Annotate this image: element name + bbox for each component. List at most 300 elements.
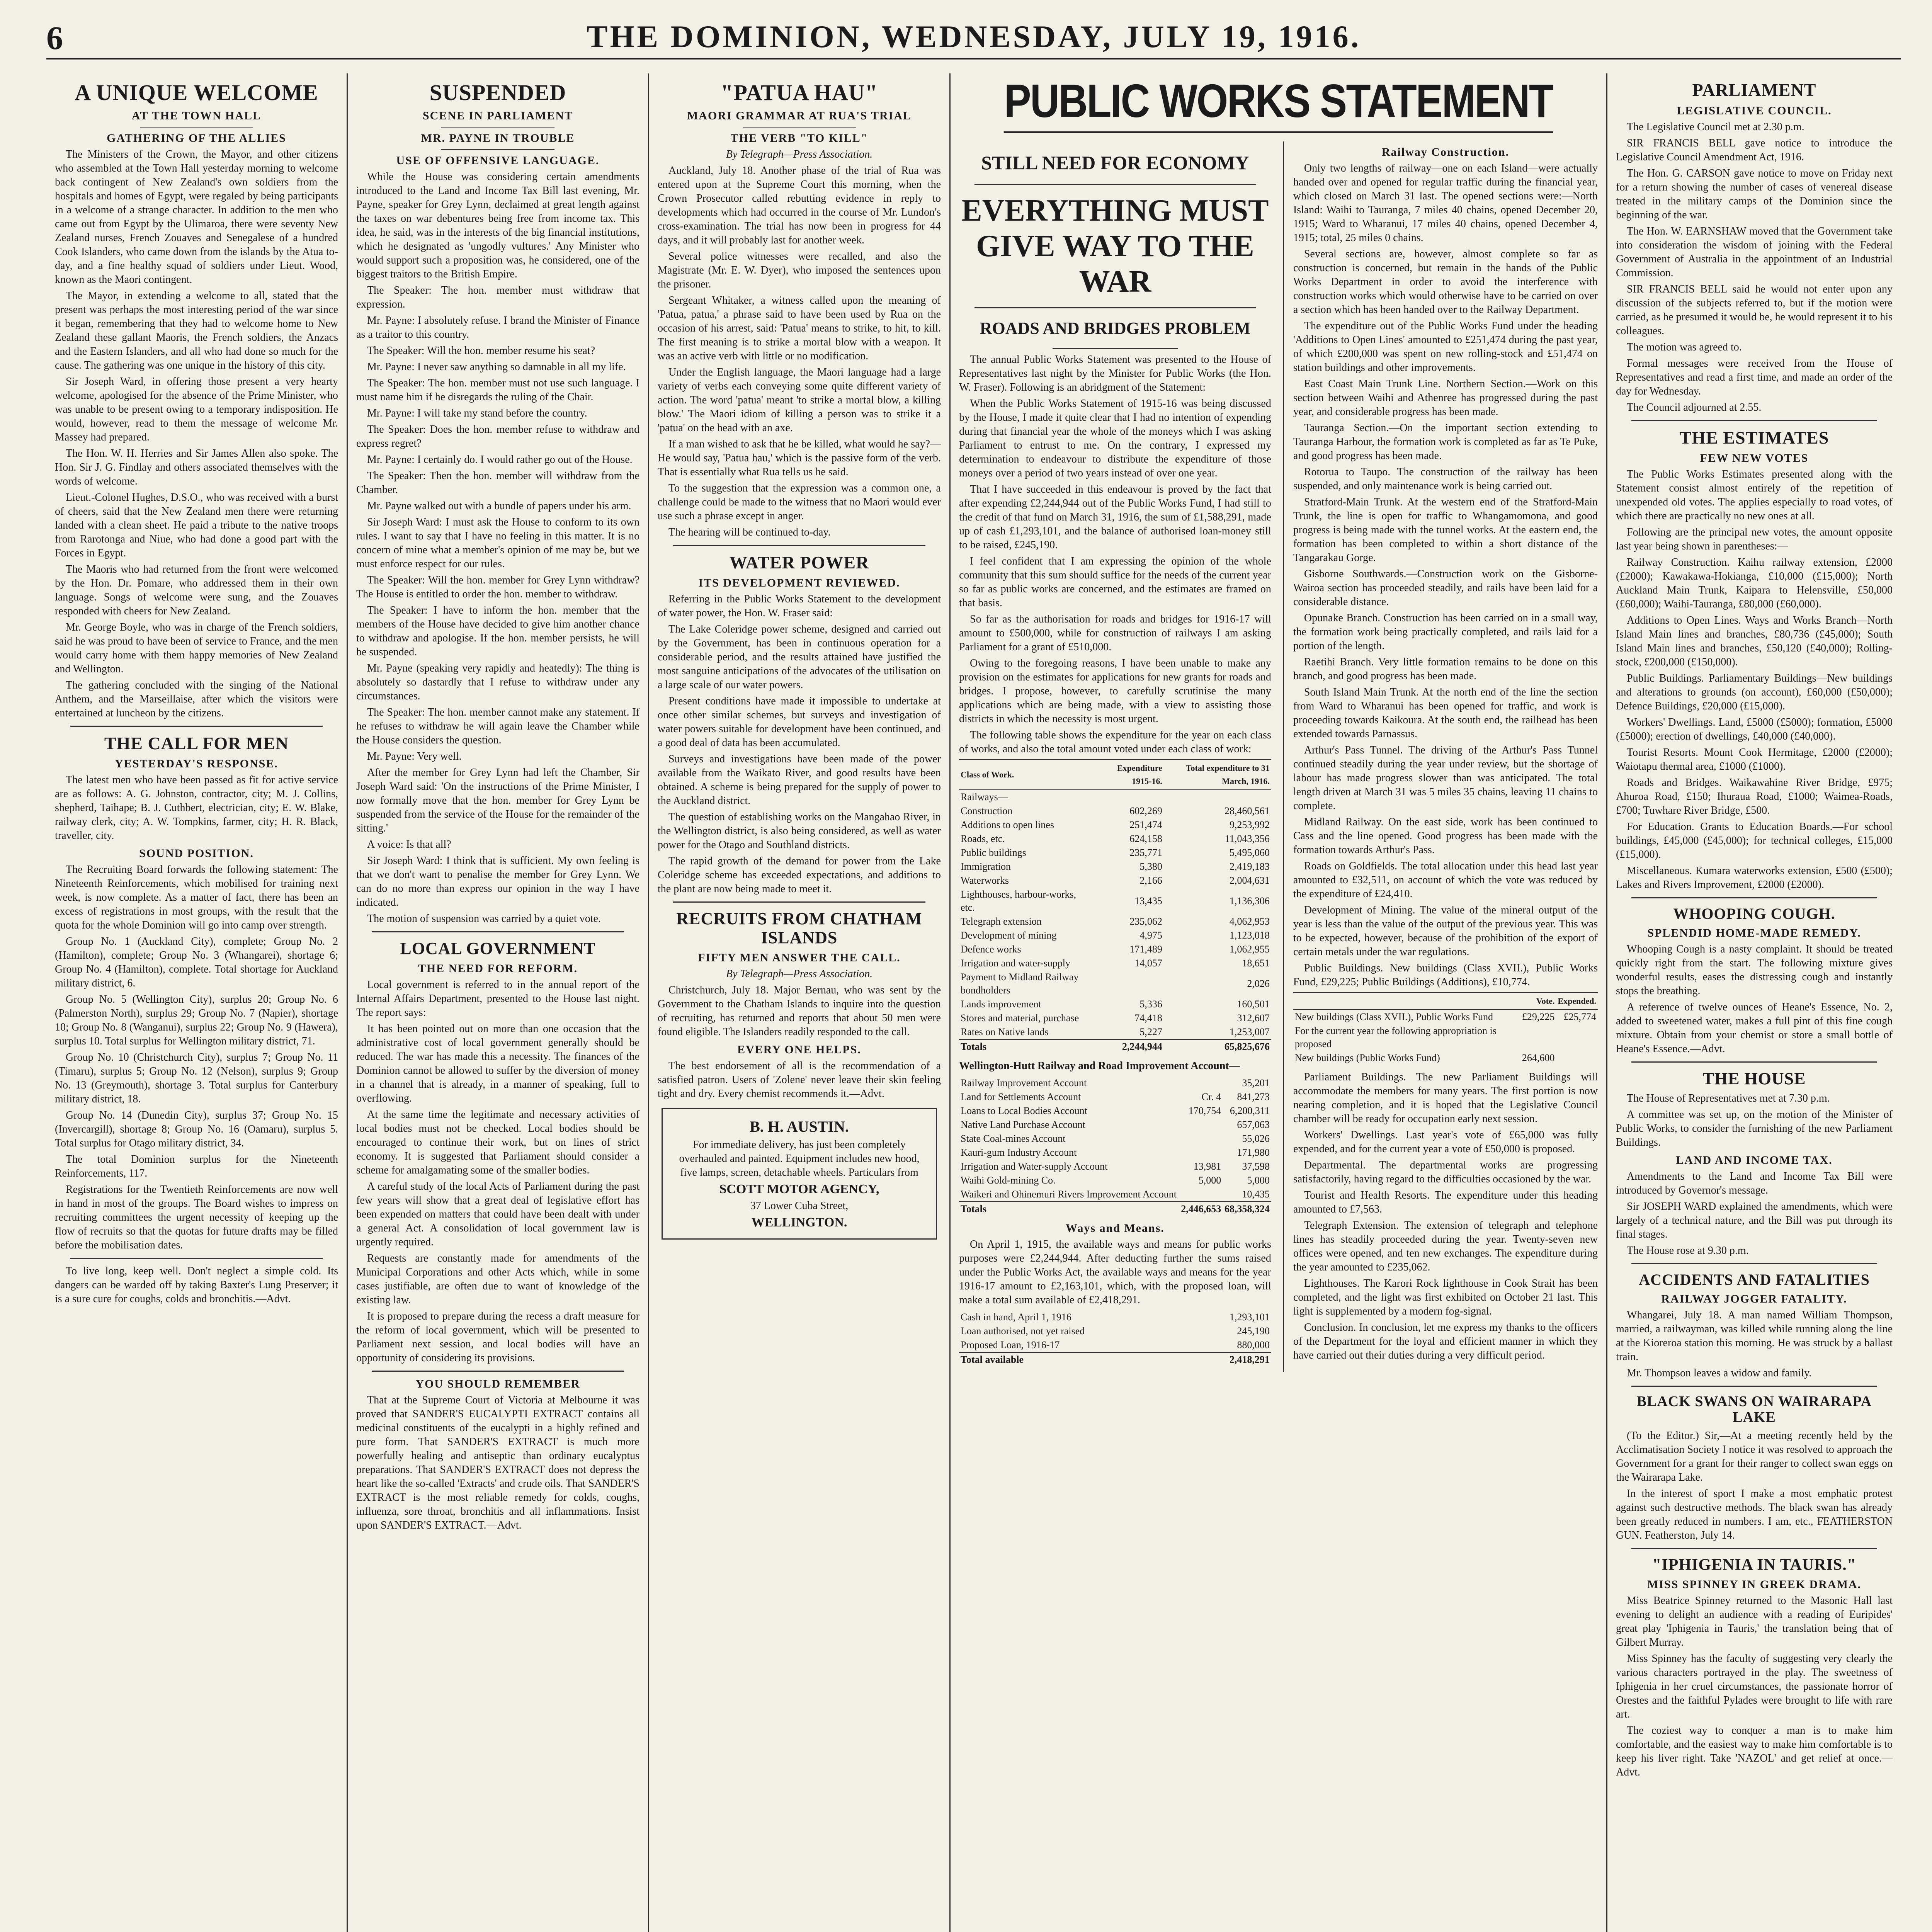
paragraph: Tourist and Health Resorts. The expenditure under this heading amounted to £7,563.: [1293, 1189, 1598, 1215]
headline-unique-welcome: A UNIQUE WELCOME: [75, 80, 318, 105]
paragraph: Mr. Payne: I certainly do. I would rather go out of the House.: [367, 453, 633, 466]
table-row: [959, 1173, 1271, 1187]
table-cell: 1,136,306: [1229, 895, 1270, 906]
paragraph: Arthur's Pass Tunnel. The driving of the Arthur's Pass Tunnel continued steadily during the year under review, but the shortage of labour has made progress slower than was anticipated. The total length driven at March 31 was 5 miles 35 chains, leaving 11 chains to complete.: [1293, 744, 1598, 812]
table-cell: 4,062,953: [1229, 916, 1270, 927]
table-cell: [1188, 1324, 1193, 1338]
table-cell: 6,200,311: [1230, 1105, 1270, 1116]
table-total-row: [959, 1039, 1271, 1054]
table-header: Expenditure 1915-16.: [1094, 760, 1164, 790]
table-cell: 11,043,356: [1225, 833, 1270, 844]
table-row: [959, 1310, 1271, 1324]
paragraph: Present conditions have made it impossible to undertake at once other similar schemes, but surveys and investigation of water powers suitable for development have been continued, and a good deal of data has been accumulated.: [658, 695, 941, 749]
paragraph: Mr. Payne: I never saw anything so damnable in all my life.: [367, 361, 626, 373]
paragraph: The Speaker: Will the hon. member resume his seat?: [367, 344, 595, 357]
table-cell: Development of mining: [961, 930, 1057, 941]
paragraph: The expenditure out of the Public Works Fund under the heading 'Additions to Open Lines' amounted to £251,474 during the past year, of which £200,000 was spent on new rolling-stock and £51,474 on station buildings and other improvements.: [1293, 320, 1598, 374]
table-row: [959, 1146, 1271, 1160]
paragraph: Under the English language, the Maori language had a large variety of verbs each conveying some quite different variety of action. The word 'patua' meant 'to strike a mortal blow, a killing blow.' The Maori idiom of killing a person was to strike it a 'patua' on the head with an axe.: [658, 366, 941, 434]
paragraph: While the House was considering certain amendments introduced to the Land and Income Tax Bill last evening, Mr. Payne, speaker for Grey Lynn, declaimed at great length against the taxes on war debentures being free from income tax. This idea, he said, was in the interests of the big financial institutions, which he designated as 'ungodly vultures.' Any Minister who would support such a proposition was, he considered, one of the biggest traitors to the British Empire.: [356, 170, 639, 280]
table-cell: 160,501: [1237, 998, 1270, 1010]
table-cell: [1179, 1146, 1223, 1160]
table-cell: Loan authorised, not yet raised: [961, 1325, 1085, 1337]
paragraph: The motion was agreed to.: [1627, 341, 1742, 353]
column-6: [1607, 73, 1901, 1932]
table-cell: 4,975: [1139, 930, 1162, 941]
subhead-greek-drama: MISS SPINNEY IN GREEK DRAMA.: [1647, 1578, 1862, 1591]
table-row: [959, 1011, 1271, 1025]
newspaper-title: THE DOMINION, WEDNESDAY, JULY 19, 1916.: [586, 19, 1361, 54]
paragraph: Parliament Buildings. The new Parliament Buildings will accommodate the members for many years. The first portion is now nearing completion, and it is hoped that the Legislative Council chamber will be ready for occupation early next session.: [1293, 1071, 1598, 1125]
headline-black-swans: BLACK SWANS ON WAIRARAPA LAKE: [1636, 1393, 1872, 1426]
paragraph: So far as the authorisation for roads and bridges for 1916-17 will amount to £500,000, while for construction of railways I am asking Parliament for a grant of £510,000.: [959, 613, 1271, 653]
table-cell: 170,754: [1188, 1105, 1221, 1116]
table-row: [959, 1324, 1271, 1338]
paragraph: Mr. Thompson leaves a widow and family.: [1627, 1367, 1812, 1379]
subhead-scene: SCENE IN PARLIAMENT: [422, 109, 573, 122]
paragraph: The best endorsement of all is the recommendation of a satisfied patron. Users of 'Zolene' never leave their skin feeling tight and dry. Every chemist recommends it.—Advt.: [658, 1060, 941, 1100]
headline-local-government: LOCAL GOVERNMENT: [400, 939, 596, 958]
paragraph: Whooping Cough is a nasty complaint. It should be treated quickly right from the start. The following mixture gives wonderful results, eases the distressing cough and instantly stops the breathing.: [1616, 943, 1893, 997]
paragraph: The Hon. W. H. Herries and Sir James Allen also spoke. The Hon. Sir J. G. Findlay and others associated themselves with the words of welcome.: [55, 447, 338, 487]
table-cell: 2,244,944: [1094, 1039, 1164, 1054]
subhead-home-remedy: SPLENDID HOME-MADE REMEDY.: [1647, 927, 1861, 940]
advert-city: WELLINGTON.: [751, 1215, 847, 1230]
article-welcome: [55, 148, 338, 720]
table-cell: Irrigation and water-supply: [961, 957, 1070, 969]
table-cell: 251,474: [1129, 819, 1162, 830]
table-cell: [1188, 1352, 1193, 1367]
paragraph: At the same time the legitimate and necessary activities of local bodies must not be checked. Local bodies should be encouraged to continue their work, but on lines of strict economy. It is suggested that Parliament should consider a scheme for amalgamating some of the smaller bodies.: [356, 1109, 639, 1177]
paragraph: Departmental. The departmental works are progressing satisfactorily, having regard to the difficulties occasioned by the war.: [1293, 1159, 1598, 1185]
subhead-few-new-votes: FEW NEW VOTES: [1700, 452, 1809, 465]
table-row: [959, 1076, 1271, 1090]
accounts-table: [959, 1076, 1271, 1216]
table-cell: 35,201: [1242, 1077, 1270, 1088]
divider: [743, 127, 856, 128]
headline-chatham-recruits: RECRUITS FROM CHATHAM ISLANDS: [676, 909, 922, 947]
headline-everything-must-give-way: EVERYTHING MUST GIVE WAY TO THE WAR: [961, 194, 1269, 299]
article-water-power: [658, 592, 941, 896]
column-2: [348, 73, 649, 1932]
paragraph: The motion of suspension was carried by a quiet vote.: [367, 912, 601, 925]
table-row: [959, 1338, 1271, 1352]
advert-agency: SCOTT MOTOR AGENCY,: [719, 1182, 879, 1197]
paragraph: Telegraph Extension. The extension of telegraph and telephone lines has steadily proceeded during the year. Twenty-seven new offices were opened, and ten new exchanges. The expenditure during the year amounted to £235,062.: [1293, 1219, 1598, 1273]
table-cell: 13,435: [1134, 895, 1162, 906]
table-cell: 5,336: [1139, 998, 1162, 1010]
divider: [372, 931, 624, 932]
paragraph: In the interest of sport I make a most emphatic protest against such destructive methods. The black swan has already been greatly reduced in numbers. I am, etc., FEATHERSTON GUN. Featherston, July 14.: [1616, 1488, 1893, 1542]
byline: By Telegraph—Press Association.: [726, 148, 873, 160]
table-cell: [1164, 790, 1271, 804]
table-row: [1293, 1024, 1598, 1051]
paragraph: The Speaker: The hon. member must withdraw that expression.: [356, 284, 639, 310]
table-row: [959, 860, 1271, 874]
table-cell: Totals: [959, 1039, 1094, 1054]
paragraph: Stratford-Main Trunk. At the western end of the Stratford-Main Trunk, the line is open for traffic to Whangamomona, and good progress is being made with the tunnel works. At the eastern end, the formation has been completed to within a short distance of the Tangarakau Gorge.: [1293, 496, 1598, 564]
divider: [1631, 1548, 1877, 1549]
paragraph: Group No. 5 (Wellington City), surplus 20; Group No. 6 (Palmerston North), surplus 29; Group No. 7 (Napier), shortage 10; Group No. 8 (Wanganui), surplus 22; Group No. 9 (Hawera), surplus 10. Total surplus for Wellington military district, 71.: [55, 993, 338, 1048]
table-cell: Railway Improvement Account: [961, 1077, 1087, 1088]
paragraph: The Council adjourned at 2.55.: [1627, 401, 1762, 413]
table-cell: Roads, etc.: [961, 833, 1005, 844]
table-cell: 2,004,631: [1229, 875, 1270, 886]
paragraph: Roads on Goldfields. The total allocation under this head last year amounted to £32,511, on account of which the vote was reduced by the expenditure of £24,410.: [1293, 860, 1598, 900]
table-cell: 2,446,653: [1179, 1202, 1223, 1216]
headline-whooping-cough: WHOOPING COUGH.: [1673, 905, 1835, 923]
table-cell: 2,418,291: [1193, 1352, 1271, 1367]
table-cell: 10,435: [1242, 1189, 1270, 1200]
table-total-row: [959, 1352, 1271, 1367]
paragraph: (To the Editor.) Sir,—At a meeting recently held by the Acclimatisation Society I notice it was resolved to approach the Government for a grant for their ranger to collect swan eggs on the Wairarapa Lake.: [1616, 1430, 1893, 1484]
divider: [1631, 420, 1877, 421]
advert-address: 37 Lower Cuba Street,: [750, 1200, 849, 1212]
table-row: [959, 1118, 1271, 1132]
paragraph: Miss Beatrice Spinney returned to the Masonic Hall last evening to delight an audience with a reading of Euripides' great play 'Iphigenia in Tauris,' the translation being that of Gilbert Murray.: [1616, 1595, 1893, 1649]
paragraph: Formal messages were received from the House of Representatives and read a first time, and made an order of the day for Wednesday.: [1616, 357, 1893, 397]
headline-the-house: THE HOUSE: [1702, 1069, 1806, 1088]
paragraph: East Coast Main Trunk Line. Northern Section.—Work on this section between Waihi and Athenree has progressed during the past year, and considerable progress has been made.: [1293, 378, 1598, 418]
table-cell: Railways—: [961, 791, 1008, 803]
table-cell: Land for Settlements Account: [961, 1091, 1081, 1102]
paragraph: The Ministers of the Crown, the Mayor, and other citizens who assembled at the Town Hall yesterday morning to welcome back contingent of New Zealand's own soldiers from the hospitals and homes of Egypt, were regaled by being participants in a welcome of a strange character. In addition to the men who came out from Egypt by the Ulimaroa, there were seventy New Zealand nurses, French Zouaves and Senegalese of a hundred Cook Islanders, who came down from the islands by the Atua to-day, and a fine healthy squad of soldiers under Lieut. Wood, known as the Maori contingent.: [55, 148, 338, 286]
advert-heading: YOU SHOULD REMEMBER: [415, 1378, 580, 1391]
table-row: [959, 1187, 1271, 1202]
table-cell: 5,227: [1139, 1026, 1162, 1037]
paragraph: The Speaker: I have to inform the hon. member that the members of the House have decided to give him another chance to withdraw and apologise. If the hon. member persists, he will be suspended.: [356, 604, 639, 658]
advertisement: That at the Supreme Court of Victoria at Melbourne it was proved that SANDER'S EUCALYPTI EXTRACT contains all medicinal constituents of the eucalypti in a highly refined and pure form. That SANDER'S EXTRACT is much more powerfully healing and antiseptic than ordinary eucalyptus preparations. That SANDER'S EXTRACT does not depress the heart like the so-called 'Extracts' and crude oils. That SANDER'S EXTRACT is the most reliable remedy for colds, coughs, influenza, sore throat, bronchitis and all inflammations. Insist upon SANDER'S EXTRACT.—Advt.: [356, 1394, 639, 1532]
table-cell: 5,000: [1198, 1175, 1221, 1186]
table-row: [959, 956, 1271, 970]
table-cell: 624,158: [1129, 833, 1162, 844]
table-cell: [1188, 1338, 1193, 1352]
table-caption: Wellington-Hutt Railway and Road Improvement Account—: [959, 1060, 1240, 1072]
paragraph: Amendments to the Land and Income Tax Bill were introduced by Governor's message.: [1616, 1170, 1893, 1196]
table-cell: 68,358,324: [1223, 1202, 1271, 1216]
paragraph: SIR FRANCIS BELL said he would not enter upon any discussion of the subjects referred to, but if the motion were carried, as he presumed it would be, he would represent it to his colleagues.: [1616, 283, 1893, 337]
paragraph: Mr. Payne: I absolutely refuse. I brand the Minister of Finance as a traitor to this country.: [356, 314, 639, 340]
paragraph: Gisborne Southwards.—Construction work on the Gisborne-Wairoa section has proceeded steadily, and rails have been laid for a considerable distance.: [1293, 568, 1598, 608]
table-cell: 657,063: [1237, 1119, 1270, 1130]
paragraph: Development of Mining. The value of the mineral output of the year is less than the value of the output of the previous year. This was to be expected, however, because of the prohibition of the export of certain metals under the war regulations.: [1293, 904, 1598, 958]
paragraph: Group No. 1 (Auckland City), complete; Group No. 2 (Hamilton), complete; Group No. 3 (Whangarei), shortage 6; Group No. 4 (Hamilton), complete. Total shortage for Auckland military district, 6.: [55, 935, 338, 990]
public-buildings-table: [1293, 992, 1598, 1065]
table-cell: 171,489: [1129, 944, 1162, 955]
headline-water-power: WATER POWER: [729, 552, 869, 572]
table-cell: Kauri-gum Industry Account: [961, 1147, 1077, 1158]
divider: [673, 901, 925, 903]
table-cell: 264,600: [1522, 1052, 1555, 1063]
table-cell: [1520, 1024, 1556, 1051]
subhead-every-one-helps: EVERY ONE HELPS.: [737, 1043, 861, 1056]
table-cell: 841,273: [1237, 1091, 1270, 1102]
paragraph: Rotorua to Taupo. The construction of the railway has been suspended, and only maintenance work is being carried out.: [1293, 466, 1598, 492]
table-cell: 5,495,060: [1229, 847, 1270, 858]
table-cell: 245,190: [1237, 1325, 1270, 1337]
table-cell: Native Land Purchase Account: [961, 1119, 1085, 1130]
paragraph: The Speaker: Does the hon. member refuse to withdraw and express regret?: [356, 423, 639, 449]
subhead-verb: THE VERB "TO KILL": [730, 131, 868, 145]
table-cell: [1188, 1310, 1193, 1324]
paragraph: South Island Main Trunk. At the north end of the line the section from Ward to Wharanui has been opened for traffic, and work is proceeding towards Kaikoura. At the south end, the railhead has been extended towards Parnassus.: [1293, 686, 1598, 740]
table-cell: Public buildings: [961, 847, 1026, 858]
table-header: Total expenditure to 31 March, 1916.: [1164, 760, 1271, 790]
table-cell: 1,253,007: [1229, 1026, 1270, 1037]
table-cell: Cr. 4: [1201, 1091, 1221, 1102]
headline-iphigenia: "IPHIGENIA IN TAURIS.": [1652, 1556, 1857, 1574]
table-cell: Stores and material, purchase: [961, 1012, 1079, 1024]
table-cell: [1094, 970, 1164, 997]
table-cell: Payment to Midland Railway bondholders: [961, 971, 1079, 996]
paragraph: Sir Joseph Ward, in offering those present a very hearty welcome, apologised for the absence of the Prime Minister, who was unable to be present owing to a temporary indisposition. He would, however, read to them the message of welcome Mr. Massey had prepared.: [55, 375, 338, 443]
divider: [1631, 1263, 1877, 1264]
table-row: [959, 1104, 1271, 1118]
paragraph: Tourist Resorts. Mount Cook Hermitage, £2000 (£2000); Waiotapu thermal area, £1000 (£1000).: [1616, 747, 1893, 773]
subhead-language: USE OF OFFENSIVE LANGUAGE.: [396, 154, 600, 167]
table-cell: Total available: [959, 1352, 1188, 1367]
column-public-works: [951, 73, 1607, 1932]
paragraph: Public Buildings. Parliamentary Buildings—New buildings and alterations to grounds (on account), £60,000 (£50,000); Defence Buildings, £20,000 (£15,000).: [1616, 672, 1893, 713]
table-cell: 2,419,183: [1229, 861, 1270, 872]
paragraph: Sergeant Whitaker, a witness called upon the meaning of 'Patua, patua,' a phrase said to have been used by Rua on the occasion of his arrest, said: 'Patua' means to strike, to hit, to kill. The first meaning is to strike a mortal blow with a weapon. It was an active verb with little or no modification.: [658, 294, 941, 362]
subhead-railway-construction: Railway Construction.: [1381, 146, 1510, 158]
subhead-railway-fatality: RAILWAY JOGGER FATALITY.: [1661, 1292, 1847, 1305]
paragraph: Whangarei, July 18. A man named William Thompson, married, a railwayman, was killed while running along the line at the Kioreroa station this morning. He was struck by a ballast train.: [1616, 1309, 1893, 1363]
table-row: [959, 1090, 1271, 1104]
paragraph: Group No. 14 (Dunedin City), surplus 37; Group No. 15 (Invercargill), shortage 8; Group No. 16 (Oamaru), surplus 5. Total surplus for Otago military district, 34.: [55, 1109, 338, 1150]
expenditure-table: [959, 759, 1271, 1054]
subhead-still-need: STILL NEED FOR ECONOMY: [981, 152, 1249, 173]
paragraph: Surveys and investigations have been made of the power available from the Waikato River, and good results have been obtained. A scheme is being prepared for the supply of power to the Auckland district.: [658, 753, 941, 807]
table-cell: Totals: [959, 1202, 1179, 1216]
paragraph: For Education. Grants to Education Boards.—For school buildings, £45,000 (£45,000); for technical colleges, £15,000 (£15,000).: [1616, 821, 1893, 861]
headline-parliament: PARLIAMENT: [1692, 80, 1816, 100]
table-cell: [1179, 1076, 1223, 1090]
headline-patua-hau: "PATUA HAU": [721, 80, 878, 105]
columns: [46, 73, 1901, 1932]
paragraph: The Lake Coleridge power scheme, designed and carried out by the Government, has been in continuous operation for a considerable period, and the results attained have justified the most sanguine anticipations of the advocates of the utilisation on a large scale of our water powers.: [658, 623, 941, 691]
table-cell: 235,771: [1129, 847, 1162, 858]
table-cell: 235,062: [1129, 916, 1162, 927]
table-cell: £25,774: [1563, 1011, 1596, 1022]
table-cell: Additions to open lines: [961, 819, 1054, 830]
paragraph: A committee was set up, on the motion of the Minister of Public Works, to consider the furnishing of the new Parliament Buildings.: [1616, 1108, 1893, 1148]
paragraph: Sir JOSEPH WARD explained the amendments, which were largely of a technical nature, and the Bill was put through its final stages.: [1616, 1200, 1893, 1240]
paragraph: Owing to the foregoing reasons, I have been unable to make any provision on the estimates for applications for new grants for roads and bridges. I propose, however, to carefully scrutinise the many applications which are being made, with a view to assisting those districts in which the necessity is most urgent.: [959, 657, 1271, 725]
table-header: Class of Work.: [959, 760, 1094, 790]
paragraph: Mr. Payne: Very well.: [367, 750, 462, 762]
paragraph: Workers' Dwellings. Land, £5000 (£5000); formation, £5000 (£5000); erection of dwellings, £40,000 (£40,000).: [1616, 716, 1893, 743]
article-chatham: [658, 983, 941, 1101]
divider: [441, 127, 554, 128]
table-cell: [1179, 1132, 1223, 1146]
paragraph: The Maoris who had returned from the front were welcomed by the Hon. Dr. Pomare, who addressed them in their own language. Songs of welcome were sung, and the Zouaves responded with cheers for New Zealand.: [55, 563, 338, 617]
subhead-sound-position: SOUND POSITION.: [139, 847, 254, 860]
table-cell: [1179, 1187, 1223, 1202]
table-row: [959, 1132, 1271, 1146]
divider: [1631, 1061, 1877, 1063]
table-cell: Cash in hand, April 1, 1916: [961, 1311, 1071, 1323]
headline-estimates: THE ESTIMATES: [1679, 427, 1829, 447]
paragraph: The House of Representatives met at 7.30 p.m.: [1627, 1092, 1830, 1104]
public-works-body: [959, 141, 1598, 1372]
advert-title: B. H. AUSTIN.: [750, 1118, 849, 1136]
table-cell: 312,607: [1237, 1012, 1270, 1024]
subhead-payne: MR. PAYNE IN TROUBLE: [421, 131, 575, 145]
paragraph: Additions to Open Lines. Ways and Works Branch—North Island Main lines and branches, £80,736 (£45,000); South Island Main lines and branches, £50,120 (£40,000); Rolling-stock, £200,000 (£150,000).: [1616, 614, 1893, 668]
table-cell: 37,598: [1242, 1161, 1270, 1172]
table-header: Vote.: [1520, 993, 1556, 1010]
table-cell: For the current year the following appropriation is proposed: [1294, 1025, 1497, 1049]
paragraph: Only two lengths of railway—one on each Island—were actually handed over and opened for regular traffic during the financial year, which closed on March 31 last. The opened sections were:—North Island: Waihi to Tauranga, 7 miles 40 chains, opened December 20, 1915; Ward to Wharanui, 17 miles 40 chains, opened December 4, 1915; total, 25 miles 0 chains.: [1293, 162, 1598, 244]
table-row: [959, 818, 1271, 832]
paragraph: The Speaker: The hon. member must not use such language. I must name him if he disregards the ruling of the Chair.: [356, 377, 639, 403]
paragraph: The House rose at 9.30 p.m.: [1627, 1244, 1749, 1257]
paragraph: Mr. Payne walked out with a bundle of papers under his arm.: [367, 500, 631, 512]
table-cell: 171,980: [1237, 1147, 1270, 1158]
divider: [140, 127, 253, 128]
table-cell: 55,026: [1242, 1133, 1270, 1144]
table-cell: 5,000: [1247, 1175, 1270, 1186]
paragraph: Lieut.-Colonel Hughes, D.S.O., who was received with a burst of cheers, said that the New Zealand men there were returning landed with a clean sheet. He paid a tribute to the native troops from Rarotonga and Niue, who had done a good part with the Forces in Egypt.: [55, 491, 338, 559]
divider: [70, 726, 323, 727]
subhead-fifty-men: FIFTY MEN ANSWER THE CALL.: [698, 951, 901, 964]
paragraph: The total Dominion surplus for the Nineteenth Reinforcements, 117.: [55, 1153, 338, 1180]
paragraph: Mr. George Boyle, who was in charge of the French soldiers, said he was proud to have been of service to France, and the men would carry home with them happy memories of New Zealand and Wellington.: [55, 621, 338, 675]
table-cell: 28,460,561: [1224, 805, 1270, 816]
divider: [1631, 1386, 1877, 1387]
article-call-for-men: [55, 773, 338, 1252]
table-row: [959, 915, 1271, 929]
headline-accidents: ACCIDENTS AND FATALITIES: [1639, 1270, 1870, 1288]
public-works-left: [959, 141, 1271, 1372]
paragraph: Miscellaneous. Kumara waterworks extension, £500 (£500); Lakes and Rivers Improvement, £2000 (£2000).: [1616, 865, 1893, 891]
subhead-land-income-tax: LAND AND INCOME TAX.: [1676, 1153, 1833, 1167]
paragraph: Sir Joseph Ward: I must ask the House to conform to its own rules. I want to say that I have no feeling in this matter. It is no concern of mine what a member's opinion of me may be, but we must enforce respect for our rules.: [356, 516, 639, 570]
table-cell: 2,166: [1139, 875, 1162, 886]
paragraph: Referring in the Public Works Statement to the development of water power, the Hon. W. Fraser said:: [658, 593, 941, 619]
divider: [975, 307, 1256, 308]
subhead-ways-and-means: Ways and Means.: [1065, 1222, 1165, 1235]
table-row: [959, 888, 1271, 915]
divider: [441, 149, 554, 150]
table-row: [959, 832, 1271, 846]
table-cell: 9,253,992: [1229, 819, 1270, 830]
table-cell: 13,981: [1193, 1161, 1221, 1172]
paragraph: Workers' Dwellings. Last year's vote of £65,000 was fully expended, and for the current year a vote of £50,000 is proposed.: [1293, 1129, 1598, 1155]
paragraph: Local government is referred to in the annual report of the Internal Affairs Department, presented to the House last night. The report says:: [356, 979, 639, 1019]
paragraph: The Legislative Council met at 2.30 p.m.: [1627, 121, 1804, 133]
paragraph: Tauranga Section.—On the important section extending to Tauranga Harbour, the formation work is completed as far as Te Puke, and good progress has been made.: [1293, 422, 1598, 462]
table-cell: New buildings (Class XVII.), Public Works Fund: [1294, 1011, 1493, 1022]
paragraph: The Mayor, in extending a welcome to all, stated that the present was perhaps the most interesting period of the war since it began, remembering that they had to welcome home to New Zealand these gallant Maoris, the French soldiers, the Anzacs and the Eastern Islanders, and all who had done so much for the cause. The gathering was one unique in the history of this city.: [55, 289, 338, 371]
column-1: [46, 73, 348, 1932]
divider: [673, 545, 925, 546]
paragraph: The Hon. G. CARSON gave notice to move on Friday next for a return showing the number of cases of venereal disease treated in the military camps of the Dominion since the beginning of the war.: [1616, 167, 1893, 221]
motor-advertisement: [662, 1108, 937, 1240]
headline-public-works-statement: PUBLIC WORKS STATEMENT: [1004, 77, 1553, 133]
table-row: [959, 1025, 1271, 1039]
paragraph: Several sections are, however, almost complete so far as construction is concerned, but remain in the hands of the Public Works Department in order to avoid the interference with construction works which would otherwise have to be carried on over a section which has been handed over to the Railway Department.: [1293, 248, 1598, 316]
table-cell: Construction: [961, 805, 1013, 816]
masthead: [46, 15, 1901, 60]
paragraph: The Hon. W. EARNSHAW moved that the Government take into consideration the wisdom of joining with the Federal Government of Australia in the appointment of an Industrial Commission.: [1616, 225, 1893, 279]
paragraph: Mr. Payne: I will take my stand before the country.: [367, 407, 587, 419]
paragraph: The annual Public Works Statement was presented to the House of Representatives last night by the Minister for Public Works (the Hon. W. Fraser). Following is an abridgment of the Statement:: [959, 354, 1271, 393]
paragraph: The Public Works Estimates presented along with the Statement consist almost entirely of the repetition of unexpended old votes. The applies especially to road votes, of which there are practically no new ones at all.: [1616, 468, 1893, 522]
paragraph: Railway Construction. Kaihu railway extension, £2000 (£2000); Kawakawa-Hokianga, £10,000 (£15,000); North Auckland Main Trunk, Kaipara to Helensville, £50,000 (£60,000); Waihi-Tauranga, £80,000 (£60,000).: [1616, 556, 1893, 611]
table-cell: 1,123,018: [1229, 930, 1270, 941]
table-cell: 2,026: [1247, 978, 1270, 989]
paragraph: Sir Joseph Ward: I think that is sufficient. My own feeling is that we don't want to penalise the member for Grey Lynn. We can do no more than express our opinion in the way I have indicated.: [356, 854, 639, 908]
paragraph: Miss Spinney has the faculty of suggesting very clearly the various characters portrayed in the play. The sweetness of Iphigenia in her cruel circumstances, the passionate horror of Orestes and the faithful Pylades were brought to life with rare art.: [1616, 1653, 1893, 1721]
paragraph: The question of establishing works on the Mangahao River, in the Wellington district, is also being considered, as well as water power for the Otago and Southland districts.: [658, 811, 941, 851]
paragraph: Raetihi Branch. Very little formation remains to be done on this branch, and good progress has been made.: [1293, 656, 1598, 682]
table-cell: Immigration: [961, 861, 1011, 872]
table-total-row: [959, 1202, 1271, 1216]
table-cell: [1179, 1118, 1223, 1132]
table-cell: 1,062,955: [1229, 944, 1270, 955]
article-patua-hau: [658, 164, 941, 539]
paragraph: Group No. 10 (Christchurch City), surplus 7; Group No. 11 (Timaru), surplus 5; Group No. 12 (Nelson), surplus 9; Group No. 13 (Greymouth), shortage 3. Total surplus for Canterbury military district, 18.: [55, 1051, 338, 1105]
paragraph: Several police witnesses were recalled, and also the Magistrate (Mr. E. W. Dyer), who imposed the sentences upon the prisoner.: [658, 250, 941, 290]
table-cell: [1556, 1024, 1598, 1051]
table-row: [1293, 1051, 1598, 1065]
paragraph: That I have succeeded in this endeavour is proved by the fact that after expending £2,244,944 out of the Public Works Fund, I had still to the credit of that fund on March 31, 1916, the sum of £1,588,291, made up of cash £1,293,101, and the balance of authorised loan-money still to be raised, £245,190.: [959, 483, 1271, 551]
table-cell: [1094, 790, 1164, 804]
table-cell: £29,225: [1522, 1011, 1555, 1022]
paragraph: To the suggestion that the expression was a common one, a challenge could be made to the witness that no Maori would ever use such a phrase except in anger.: [658, 482, 941, 522]
paragraph: Registrations for the Twentieth Reinforcements are now well in hand in most of the groups. The Board wishes to impress on recruiting committees the urgent necessity of keeping up the flow of recruits so that the quotas for future drafts may be filled before the mobilisation dates.: [55, 1184, 338, 1252]
divider: [975, 184, 1256, 185]
paragraph: Lighthouses. The Karori Rock lighthouse in Cook Strait has been completed, and the light was first exhibited on October 21 last. This light is supplemented by a modern fog-signal.: [1293, 1277, 1598, 1317]
table-cell: 14,057: [1134, 957, 1162, 969]
paragraph: The Recruiting Board forwards the following statement: The Nineteenth Reinforcements, which mobilised for training next week, is now complete. As a matter of fact, there has been an excess of registrations in most groups, with the result that the quota for the whole Dominion will go into camp over strength.: [55, 864, 338, 932]
paragraph: The hearing will be continued to-day.: [668, 526, 831, 538]
table-row: [959, 1160, 1271, 1173]
paragraph: When the Public Works Statement of 1915-16 was being discussed by the House, I made it quite clear that I had no intention of expending during that financial year the whole of the moneys which I was asking Parliament to entrust to me. On the contrary, I expressed my determination to endeavour to distribute the expenditure of those moneys over a period of two years instead of over one year.: [959, 398, 1271, 479]
paragraph: It is proposed to prepare during the recess a draft measure for the reform of local government, which will be presented to Parliament next session, and local bodies will have an opportunity of considering its provisions.: [356, 1310, 639, 1364]
paragraph: After the member for Grey Lynn had left the Chamber, Sir Joseph Ward said: 'On the instructions of the Prime Minister, I now formally move that the hon. member for Grey Lynn be suspended from the service of the House for the remainder of the sitting.': [356, 766, 639, 834]
public-works-right: [1283, 141, 1598, 1372]
divider: [70, 1258, 323, 1259]
paragraph: The coziest way to conquer a man is to make him comfortable, and the easiest way to make him comfortable is to keep his liver right. Take 'NAZOL' and get relief at once.—Advt.: [1616, 1725, 1893, 1779]
headline-suspended: SUSPENDED: [429, 80, 566, 105]
divider: [1053, 348, 1177, 349]
headline-call-for-men: THE CALL FOR MEN: [104, 733, 289, 753]
table-row: [959, 942, 1271, 956]
table-header: [1293, 993, 1520, 1010]
paragraph: Requests are constantly made for amendments of the Municipal Corporations and other Acts which, while in some cases justifiable, are often due to want of knowledge of the existing law.: [356, 1252, 639, 1306]
paragraph: It has been pointed out on more than one occasion that the administrative cost of local government generally should be reduced. The war has made this a necessity. The finances of the Dominion cannot be allowed to suffer by the diversion of money in a channel that is already, in a manner of speaking, full to overflowing.: [356, 1023, 639, 1105]
paragraph: Opunake Branch. Construction has been carried on in a small way, the formation work being practically completed, and rails laid for a portion of the length.: [1293, 612, 1598, 652]
table-row: [959, 804, 1271, 818]
table-cell: State Coal-mines Account: [961, 1133, 1066, 1144]
subhead-roads-bridges: ROADS AND BRIDGES PROBLEM: [980, 319, 1251, 338]
article-local-government: [356, 978, 639, 1365]
table-row: [959, 997, 1271, 1011]
paragraph: If a man wished to ask that he be killed, what would he say?—He would say, 'Patua hau,' which is the passive form of the verb. That is essentially what Rua tells us he said.: [658, 438, 941, 478]
paragraph: A reference of twelve ounces of Heane's Essence, No. 2, added to sweetened water, makes a full pint of this fine cough mixture. Obtain from your chemist or store a small bottle of Heane's Essence.—Advt.: [1616, 1001, 1893, 1055]
table-cell: Waikeri and Ohinemuri Rivers Improvement Account: [961, 1189, 1177, 1200]
byline: By Telegraph—Press Association.: [726, 968, 873, 980]
column-3: [649, 73, 951, 1932]
subhead-reform: THE NEED FOR REFORM.: [418, 962, 578, 975]
subhead-allies: GATHERING OF THE ALLIES: [107, 131, 286, 145]
table-row: [959, 790, 1271, 804]
subhead-legislative-council: LEGISLATIVE COUNCIL.: [1677, 104, 1832, 117]
